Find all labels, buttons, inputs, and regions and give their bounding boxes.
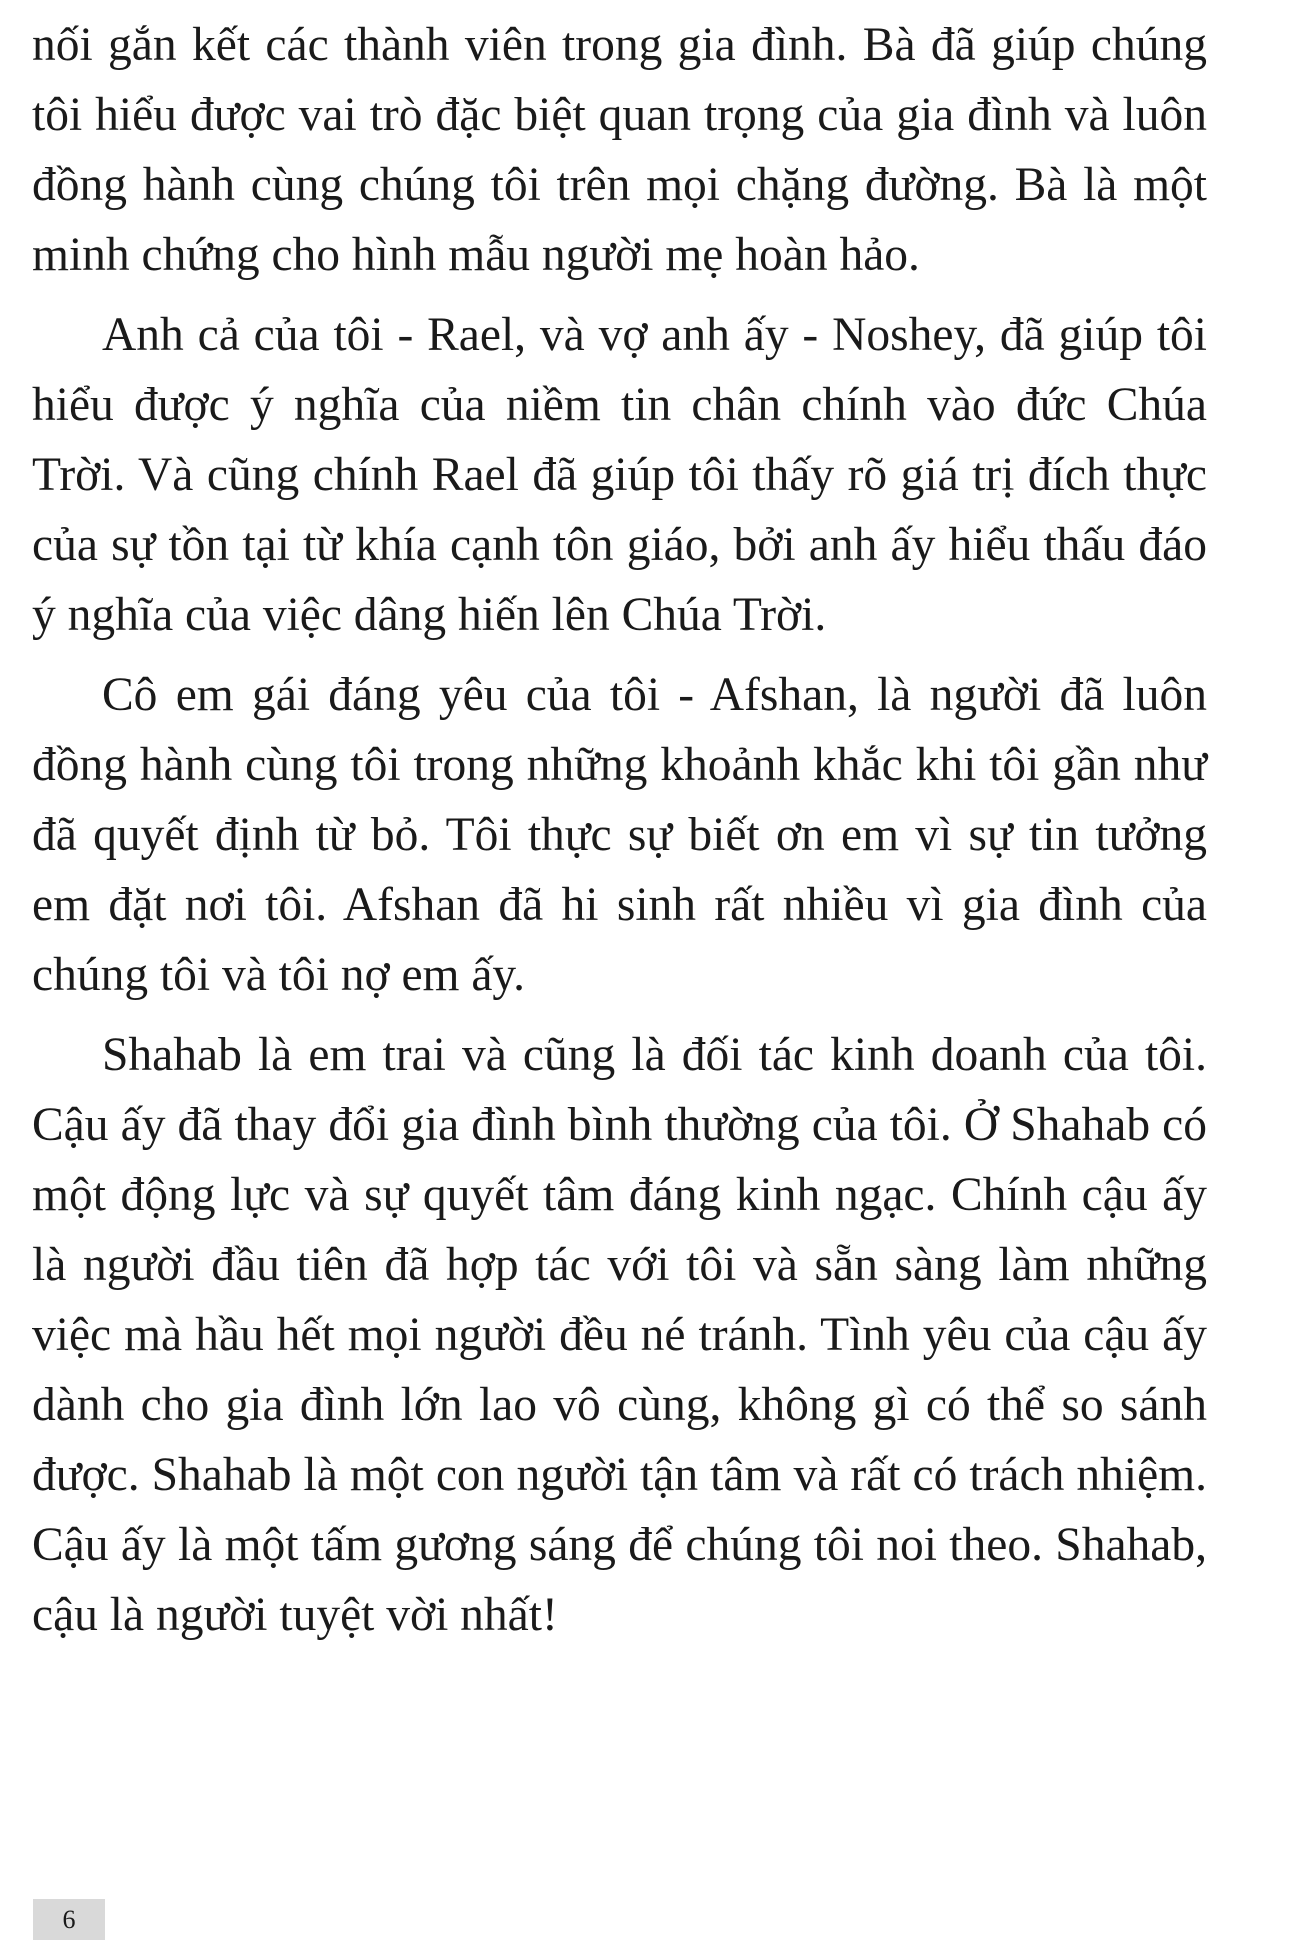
paragraph-mother: nối gắn kết các thành viên trong gia đình. Bà đã giúp chúng tôi hiểu được vai trò đặc biệt quan trọng của gia đình và luôn đồng hành cùng chúng tôi trên mọi chặng đường. Bà là một minh chứng cho hình mẫu người mẹ hoàn hảo. bbox=[32, 19, 1207, 281]
paragraph-afshan: Cô em gái đáng yêu của tôi - Afshan, là người đã luôn đồng hành cùng tôi trong những khoảnh khắc khi tôi gần như đã quyết định từ bỏ. Tôi thực sự biết ơn em vì sự tin tưởng em đặt nơi tôi. Afshan đã hi sinh rất nhiều vì gia đình của chúng tôi và tôi nợ em ấy. bbox=[32, 669, 1207, 1001]
paragraph-shahab: Shahab là em trai và cũng là đối tác kinh doanh của tôi. Cậu ấy đã thay đổi gia đình bình thường của tôi. Ở Shahab có một động lực và sự quyết tâm đáng kinh ngạc. Chính cậu ấy là người đầu tiên đã hợp tác với tôi và sẵn sàng làm những việc mà hầu hết mọi người đều né tránh. Tình yêu của cậu ấy dành cho gia đình lớn lao vô cùng, không gì có thể so sánh được. Shahab là một con người tận tâm và rất có trách nhiệm. Cậu ấy là một tấm gương sáng để chúng tôi noi theo. Shahab, cậu là người tuyệt vời nhất! bbox=[32, 1029, 1207, 1641]
page-number: 6 bbox=[33, 1899, 105, 1940]
page-body bbox=[32, 10, 1207, 1660]
paragraph-rael: Anh cả của tôi - Rael, và vợ anh ấy - Noshey, đã giúp tôi hiểu được ý nghĩa của niềm tin chân chính vào đức Chúa Trời. Và cũng chính Rael đã giúp tôi thấy rõ giá trị đích thực của sự tồn tại từ khía cạnh tôn giáo, bởi anh ấy hiểu thấu đáo ý nghĩa của việc dâng hiến lên Chúa Trời. bbox=[32, 309, 1207, 641]
